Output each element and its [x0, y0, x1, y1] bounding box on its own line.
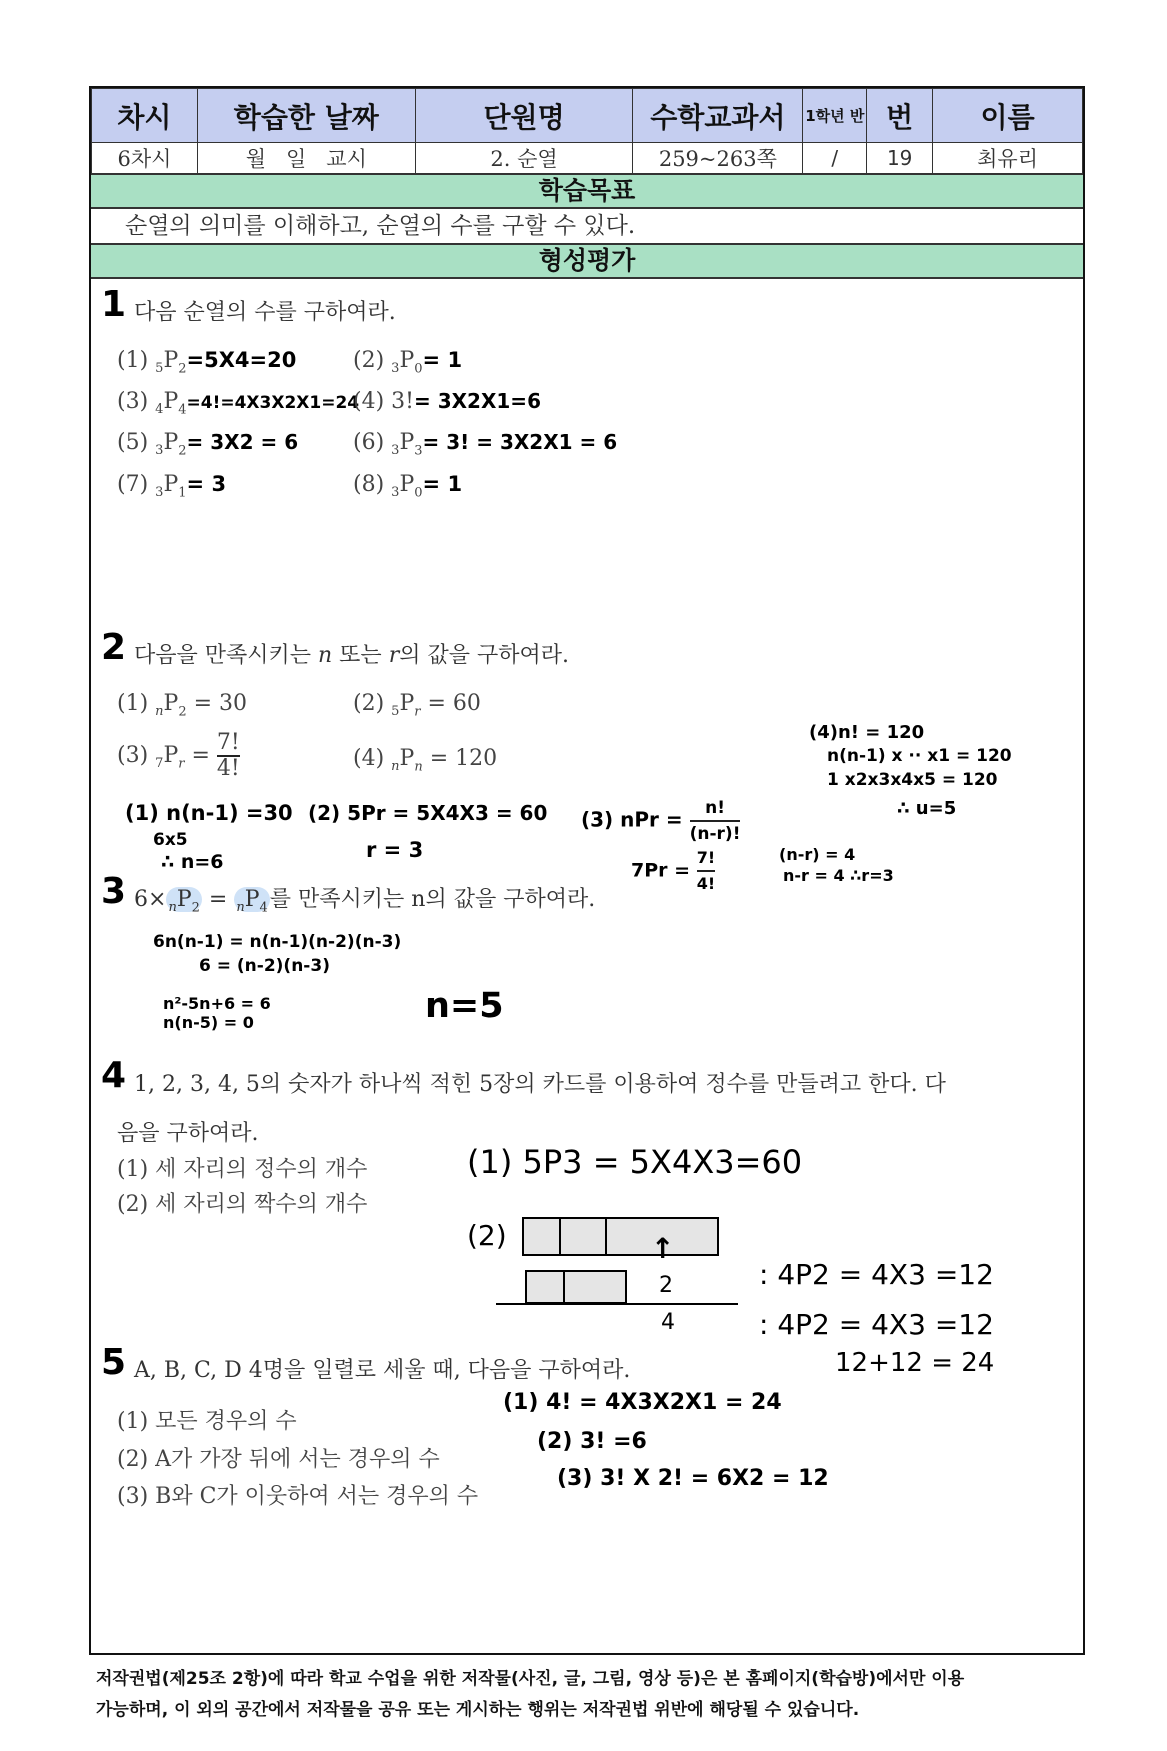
q4-slot-divider [559, 1219, 561, 1254]
q4-work-2-label: (2) [467, 1219, 507, 1252]
q1-item-7: (7) $_3P_1= 3$ [117, 472, 227, 501]
q2-text: 다음을 만족시키는 n 또는 r의 값을 구하여라. [134, 643, 569, 668]
q5-text: A, B, C, D 4명을 일렬로 세울 때, 다음을 구하여라. [134, 1358, 631, 1383]
header-label-name: 이름 [933, 89, 1083, 143]
q2-work-2b: r = 3 [366, 838, 424, 862]
q1-answer-8: = 1 [422, 472, 463, 496]
header-value-textbook: 259~263쪽 [633, 143, 803, 174]
header-value-number: 19 [867, 143, 933, 174]
q2-work-1c: ∴ n=6 [161, 851, 224, 873]
header-value-date: 월 일 교시 [197, 143, 415, 174]
q5-number: 5 [101, 1342, 127, 1383]
q5-item-3: (3) B와 C가 이웃하여 서는 경우의 수 [117, 1484, 479, 1509]
q2-work-2a: (2) 5Pr = 5X4X3 = 60 [308, 801, 548, 825]
header-label-date: 학습한 날짜 [197, 89, 415, 143]
header-label-textbook: 수학교과서 [633, 89, 803, 143]
q4-number: 4 [101, 1055, 127, 1096]
header-value-grade-class: / [803, 143, 867, 174]
q4-slot-divider [605, 1219, 607, 1254]
q4-work-1: (1) 5P3 = 5X4X3=60 [467, 1143, 803, 1181]
header-label-grade-class: 1학년 반 [803, 89, 867, 143]
q4-work-eq1: : 4P2 = 4X3 =12 [759, 1258, 994, 1291]
q5-item-1: (1) 모든 경우의 수 [117, 1409, 297, 1434]
q2-work-4c: 1 x2x3x4x5 = 120 [827, 770, 998, 790]
q4-work-sum: 12+12 = 24 [835, 1348, 995, 1378]
header-value-unit: 2. 순열 [415, 143, 633, 174]
q5-work-2: (2) 3! =6 [537, 1429, 647, 1454]
objective-title: 학습목표 [91, 173, 1083, 209]
q3-work-3: n²-5n+6 = 6 [163, 994, 271, 1013]
q4-digit-2: 2 [659, 1273, 673, 1298]
q1-answer-1: =5X4=20 [186, 348, 297, 372]
q5-work-3: (3) 3! X 2! = 6X2 = 12 [557, 1466, 829, 1491]
q1-text: 다음 순열의 수를 구하여라. [134, 300, 396, 325]
q1-answer-5: = 3X2 = 6 [186, 430, 299, 454]
q2-work-1a: (1) n(n-1) =30 [125, 801, 293, 825]
q2-work-4b: n(n-1) x ·· x1 = 120 [827, 746, 1012, 766]
q1-number: 1 [101, 284, 127, 325]
q2-work-4a: (4)n! = 120 [809, 722, 925, 743]
q3-text: $6\times _nP_2 = _nP_4$를 만족시키는 n의 값을 구하여라. [134, 887, 596, 916]
worksheet [89, 86, 1085, 1655]
header-value-session: 6차시 [92, 143, 198, 174]
q5-work-1: (1) 4! = 4X3X2X1 = 24 [503, 1390, 782, 1415]
q3-answer: n=5 [425, 986, 504, 1026]
q2-item-1: (1) $_nP_2 = 30$ [117, 691, 248, 720]
q2-work-3d: n-r = 4 ∴r=3 [783, 866, 894, 885]
q2-work-4d: ∴ u=5 [897, 798, 957, 819]
q3-work-4: n(n-5) = 0 [163, 1013, 254, 1032]
q1-item-3: (3) $_4P_4=4!=4X3X2X1=24$ [117, 389, 360, 418]
q2-number: 2 [101, 627, 127, 668]
q4-card-slots-bottom [525, 1270, 627, 1304]
q3-work-1: 6n(n-1) = n(n-1)(n-2)(n-3) [153, 932, 402, 952]
copyright-line-2: 가능하며, 이 외의 공간에서 저작물을 공유 또는 게시하는 행위는 저작권법 위반에 해당될 수 있습니다. [96, 1700, 860, 1720]
q2-work-3c: (n-r) = 4 [779, 845, 856, 864]
q4-slot-divider [563, 1272, 565, 1302]
q2-work-3a: (3) nPr = $\frac{n!}{(n-r)!}$ [581, 798, 741, 844]
q1-item-8: (8) $_3P_0= 1$ [353, 472, 463, 501]
q1-answer-7: = 3 [186, 472, 227, 496]
q4-work-eq2: : 4P2 = 4X3 =12 [759, 1308, 994, 1341]
copyright-line-1: 저작권법(제25조 2항)에 따라 학교 수업을 위한 저작물(사진, 글, 그림, 영상 등)은 본 홈페이지(학습방)에서만 이용 [96, 1669, 965, 1689]
q1-answer-6: = 3! = 3X2X1 = 6 [422, 430, 618, 454]
q1-item-5: (5) $_3P_2= 3X2 = 6$ [117, 430, 299, 459]
q4-digit-4: 4 [661, 1310, 675, 1335]
q2-item-4: (4) $_nP_n = 120$ [353, 746, 498, 775]
q1-answer-2: = 1 [422, 348, 463, 372]
q3-work-2: 6 = (n-2)(n-3) [199, 956, 330, 976]
header-label-number: 번 [867, 89, 933, 143]
q1-item-2: (2) $_3P_0= 1$ [353, 348, 463, 377]
q1-answer-4: = 3X2X1=6 [414, 389, 541, 413]
header-label-session: 차시 [92, 89, 198, 143]
q1-item-4: (4) 3!= 3X2X1=6 [353, 389, 541, 414]
q3-number: 3 [101, 871, 127, 912]
header-value-name: 최유리 [933, 143, 1083, 174]
q1-answer-3: =4!=4X3X2X1=24 [186, 393, 360, 413]
copyright-notice [96, 1664, 1086, 1726]
q4-arrow-up: ↑ [651, 1232, 675, 1265]
assessment-title: 형성평가 [91, 243, 1083, 279]
q4-text-line1: 1, 2, 3, 4, 5의 숫자가 하나씩 적힌 5장의 카드를 이용하여 정수를 만들려고 한다. 다 [134, 1072, 946, 1097]
q4-item-2: (2) 세 자리의 짝수의 개수 [117, 1192, 368, 1217]
q1-item-1: (1) $_5P_2=5X4=20$ [117, 348, 297, 377]
q4-item-1: (1) 세 자리의 정수의 개수 [117, 1157, 368, 1182]
objective-text: 순열의 의미를 이해하고, 순열의 수를 구할 수 있다. [125, 213, 636, 239]
q1-item-6: (6) $_3P_3= 3$! = 3X2X1 = 6 [353, 430, 618, 459]
header-table [91, 88, 1083, 174]
q2-item-2: (2) $_5P_r = 60$ [353, 691, 481, 720]
q4-card-slots-top [522, 1217, 719, 1256]
q2-work-3b: 7Pr = $\frac{7!}{4!}$ [631, 848, 716, 893]
header-label-unit: 단원명 [415, 89, 633, 143]
q2-item-3: (3) $_7P_r$ = $\frac{7!}{4!}$ [117, 730, 240, 781]
q2-work-1b: 6x5 [153, 830, 188, 850]
q5-item-2: (2) A가 가장 뒤에 서는 경우의 수 [117, 1447, 440, 1472]
q4-text-line2: 음을 구하여라. [117, 1121, 259, 1146]
q4-divider-line [496, 1303, 738, 1305]
